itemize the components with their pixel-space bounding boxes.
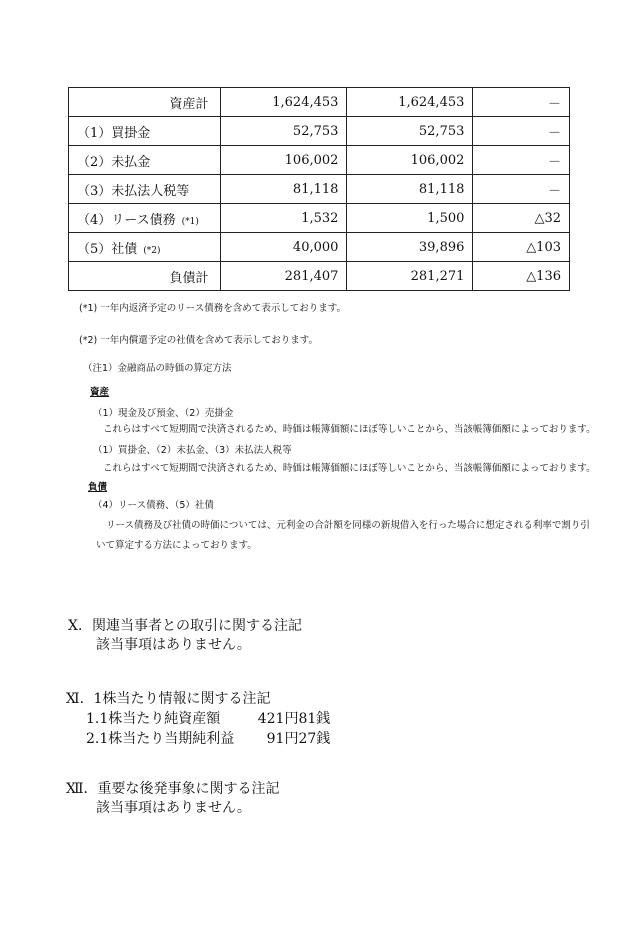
- difference-cell: △32: [473, 204, 570, 233]
- section-10-title: Ⅹ．関連当事者との取引に関する注記: [68, 618, 302, 634]
- table-row: [69, 88, 570, 117]
- per-share-row-2: [86, 728, 330, 748]
- liab-item-1: （1）買掛金、（2）未払金、（3）未払法人税等: [93, 445, 292, 456]
- liabilities-heading: 負債: [88, 482, 108, 493]
- footnote-marker: (*2): [143, 245, 161, 256]
- table-row: [69, 204, 570, 233]
- liab-item-2-text-2: いて算定する方法によっております。: [96, 540, 257, 551]
- row-label: （3）未払法人税等: [69, 175, 221, 204]
- fair-value-cell: 39,896: [347, 233, 473, 262]
- assets-item-1: （1）現金及び預金、（2）売掛金: [93, 408, 234, 419]
- book-value-cell: 281,407: [221, 262, 347, 291]
- difference-cell: －: [473, 117, 570, 146]
- assets-item-1-text: これらはすべて短期間で決済されるため、時価は帳簿価額にほぼ等しいことから、当該帳簿価額によっております。: [103, 424, 596, 435]
- per-share-row-1: [86, 708, 330, 728]
- difference-cell: －: [473, 88, 570, 117]
- book-value-cell: 1,624,453: [221, 88, 347, 117]
- row-label: （2）未払金: [69, 146, 221, 175]
- table-row: [69, 175, 570, 204]
- assets-heading: 資産: [90, 387, 110, 398]
- book-value-cell: 52,753: [221, 117, 347, 146]
- liab-item-2: （4）リース債務、（5）社債: [93, 500, 214, 511]
- section-11-title: Ⅺ．1株当たり情報に関する注記: [66, 691, 271, 707]
- book-value-cell: 1,532: [221, 204, 347, 233]
- section-12-body: 該当事項はありません。: [96, 800, 251, 816]
- per-share-net-income-label: 2.1株当たり当期純利益: [86, 731, 235, 747]
- row-label: （5）社債 (*2): [69, 233, 221, 262]
- table-row: [69, 233, 570, 262]
- row-label: 資産計: [69, 88, 221, 117]
- footnote-2: (*2) 一年内償還予定の社債を含めて表示しております。: [79, 335, 318, 346]
- row-label: （1）買掛金: [69, 117, 221, 146]
- row-label: 負債計: [69, 262, 221, 291]
- fair-value-cell: 281,271: [347, 262, 473, 291]
- row-label: （4）リース債務 (*1): [69, 204, 221, 233]
- difference-cell: △103: [473, 233, 570, 262]
- difference-cell: －: [473, 175, 570, 204]
- section-10-body: 該当事項はありません。: [96, 637, 251, 653]
- fair-value-table: [68, 87, 570, 291]
- per-share-net-assets-value: 421円81銭: [257, 711, 331, 727]
- difference-cell: △136: [473, 262, 570, 291]
- book-value-cell: 106,002: [221, 146, 347, 175]
- fair-value-cell: 106,002: [347, 146, 473, 175]
- fair-value-cell: 1,624,453: [347, 88, 473, 117]
- fair-value-cell: 52,753: [347, 117, 473, 146]
- liab-item-1-text: これらはすべて短期間で決済されるため、時価は帳簿価額にほぼ等しいことから、当該帳簿価額によっております。: [103, 463, 596, 474]
- footnote-marker: (*1): [181, 216, 199, 227]
- note1-title: （注1）金融商品の時価の算定方法: [83, 363, 232, 374]
- fair-value-cell: 1,500: [347, 204, 473, 233]
- fair-value-cell: 81,118: [347, 175, 473, 204]
- table-row: [69, 117, 570, 146]
- table-row: [69, 262, 570, 291]
- book-value-cell: 81,118: [221, 175, 347, 204]
- section-12-title: Ⅻ．重要な後発事象に関する注記: [66, 781, 280, 797]
- per-share-net-assets-label: 1.1株当たり純資産額: [86, 711, 221, 727]
- book-value-cell: 40,000: [221, 233, 347, 262]
- footnote-1: (*1) 一年内返済予定のリース債務を含めて表示しております。: [79, 303, 346, 314]
- difference-cell: －: [473, 146, 570, 175]
- table-row: [69, 146, 570, 175]
- per-share-net-income-value: 91円27銭: [266, 731, 331, 747]
- liab-item-2-text-1: リース債務及び社債の時価については、元利金の合計額を同様の新規借入を行った場合に想定される利率で割り引: [106, 520, 590, 531]
